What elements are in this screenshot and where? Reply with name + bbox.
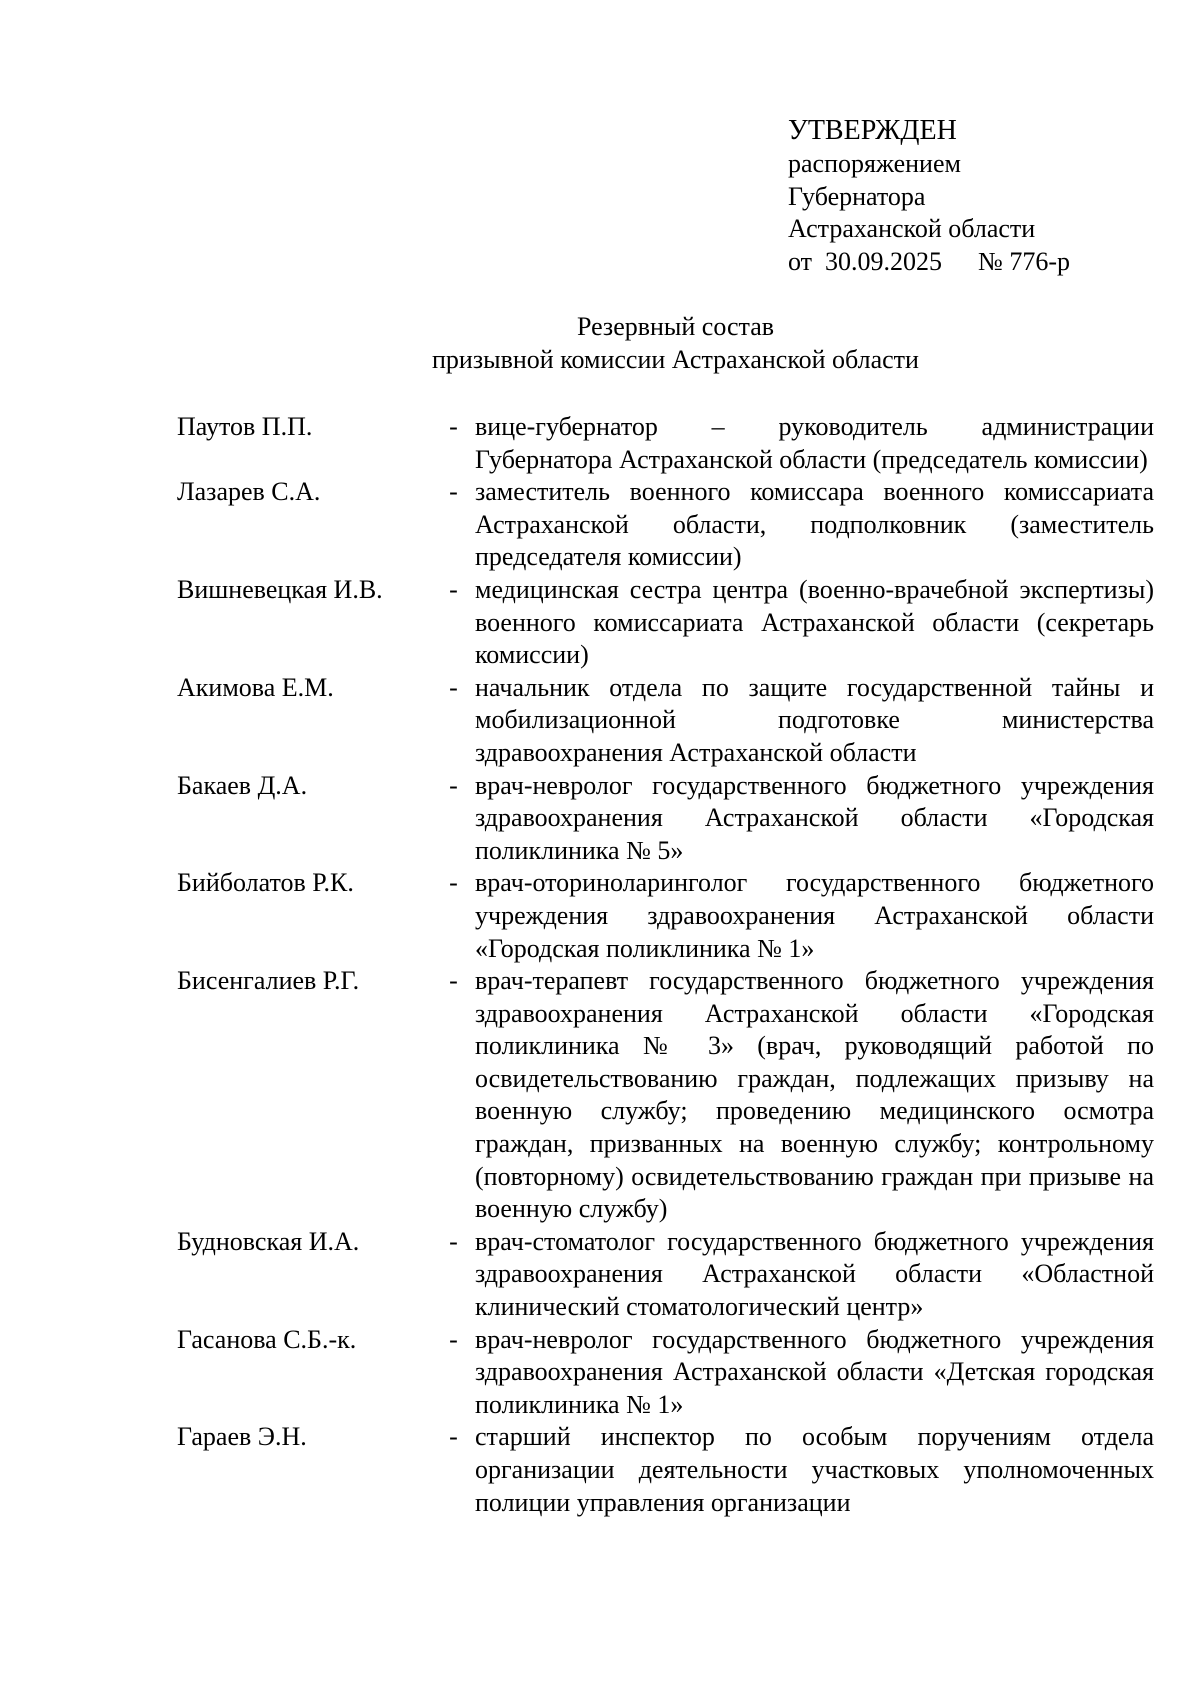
member-name: Гасанова С.Б.-к. bbox=[177, 1324, 357, 1354]
member-position: старший инспектор по особым поручениям отдела организации деятельности участковых уполномоченных полиции управления организации bbox=[475, 1422, 1154, 1517]
approval-dateline bbox=[788, 246, 1188, 279]
member-dash: - bbox=[449, 1422, 458, 1452]
approval-date-prefix: от bbox=[788, 246, 813, 276]
member-row bbox=[177, 574, 1154, 672]
member-dash: - bbox=[449, 477, 458, 507]
member-dash: - bbox=[449, 1226, 458, 1256]
document-title-line-2: призывной комиссии Астраханской области bbox=[432, 345, 919, 374]
member-row bbox=[177, 1421, 1154, 1519]
member-position: заместитель военного комиссара военного комиссариата Астраханской области, подполковник (заместитель председателя комиссии) bbox=[475, 477, 1154, 572]
member-name: Бакаев Д.А. bbox=[177, 770, 308, 800]
member-row bbox=[177, 867, 1154, 965]
member-position: врач-невролог государственного бюджетного учреждения здравоохранения Астраханской области «Городская поликлиника № 5» bbox=[475, 770, 1154, 865]
approval-stamp-block bbox=[788, 114, 1188, 278]
member-dash: - bbox=[449, 672, 458, 702]
member-position: начальник отдела по защите государственной тайны и мобилизационной подготовке министерства здравоохранения Астраханской области bbox=[475, 672, 1154, 767]
member-name: Бийболатов Р.К. bbox=[177, 868, 354, 898]
member-name: Лазарев С.А. bbox=[177, 477, 321, 507]
member-position: медицинская сестра центра (военно-врачебной экспертизы) военного комиссариата Астраханской области (секретарь комиссии) bbox=[475, 574, 1154, 670]
member-position: врач-стоматолог государственного бюджетного учреждения здравоохранения Астраханской области «Областной клинический стоматологический центр» bbox=[475, 1226, 1154, 1322]
member-row bbox=[177, 770, 1154, 868]
member-name: Гараев Э.Н. bbox=[177, 1422, 307, 1452]
approval-stamp: УТВЕРЖДЕН bbox=[788, 115, 957, 146]
members-list bbox=[177, 411, 1154, 1519]
member-row bbox=[177, 1324, 1154, 1422]
member-name: Бисенгалиев Р.Г. bbox=[177, 966, 360, 996]
member-dash: - bbox=[449, 868, 458, 898]
member-dash: - bbox=[449, 574, 458, 604]
approval-line-region: Астраханской области bbox=[788, 214, 1036, 243]
member-name: Вишневецкая И.В. bbox=[177, 574, 383, 604]
document-title-line-1: Резервный состав bbox=[576, 312, 775, 341]
member-dash: - bbox=[449, 412, 458, 441]
approval-line-governor: Губернатора bbox=[788, 181, 926, 211]
member-position: вице-губернатор – руководитель администрации Губернатора Астраханской области (председатель комиссии) bbox=[475, 412, 1154, 474]
approval-line-order: распоряжением bbox=[788, 149, 961, 178]
member-dash: - bbox=[449, 1324, 458, 1354]
member-row bbox=[177, 965, 1154, 1226]
member-position: врач-оториноларинголог государственного бюджетного учреждения здравоохранения Астраханской области «Городская поликлиника № 1» bbox=[475, 868, 1154, 963]
member-row bbox=[177, 411, 1154, 476]
member-position: врач-терапевт государственного бюджетного учреждения здравоохранения Астраханской области «Городская поликлиника № 3» (врач, руководящий работой по освидетельствованию граждан, подлежащих призыву на военную службу; проведению медицинского осмотра граждан, призванных на военную службу; контрольному (повторному) освидетельствованию граждан при призыве на военную службу) bbox=[475, 966, 1154, 1224]
member-name: Будновская И.А. bbox=[177, 1226, 360, 1256]
member-row bbox=[177, 672, 1154, 770]
member-name: Паутов П.П. bbox=[177, 412, 313, 441]
member-dash: - bbox=[449, 966, 458, 996]
member-row bbox=[177, 1226, 1154, 1324]
member-name: Акимова Е.М. bbox=[177, 672, 334, 702]
member-dash: - bbox=[449, 770, 458, 800]
approval-date: 30.09.2025 bbox=[825, 246, 943, 276]
approval-number: № 776-р bbox=[978, 246, 1070, 276]
document-title bbox=[0, 310, 1200, 376]
member-row bbox=[177, 476, 1154, 574]
member-position: врач-невролог государственного бюджетного учреждения здравоохранения Астраханской области «Детская городская поликлиника № 1» bbox=[475, 1324, 1154, 1419]
